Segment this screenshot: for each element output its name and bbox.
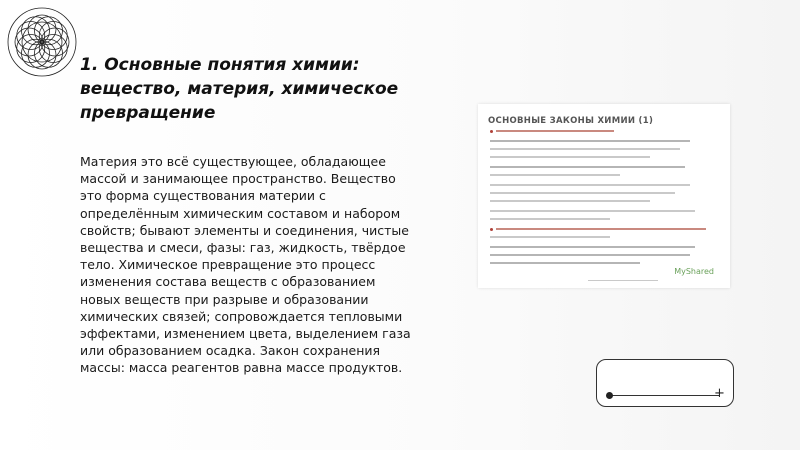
slide-title-line-3: превращение bbox=[80, 103, 216, 123]
thumbnail-text-line bbox=[490, 218, 610, 220]
thumbnail-text-line bbox=[490, 166, 685, 168]
thumbnail-text-line bbox=[490, 254, 690, 256]
thumbnail-bullet bbox=[490, 228, 493, 231]
thumbnail-text-line bbox=[490, 200, 650, 202]
thumbnail-title: ОСНОВНЫЕ ЗАКОНЫ ХИМИИ (1) bbox=[488, 116, 654, 126]
thumbnail-text-line bbox=[490, 210, 695, 212]
slide-thumbnail-image bbox=[478, 104, 730, 288]
thumbnail-text-line bbox=[490, 140, 690, 142]
timeline-widget[interactable] bbox=[596, 359, 734, 407]
thumbnail-brand-logo: MyShared bbox=[674, 267, 714, 276]
thumbnail-text-line bbox=[490, 246, 695, 248]
slide-title-line-1: 1. Основные понятия химии: bbox=[80, 55, 360, 75]
thumbnail-text-line bbox=[490, 156, 650, 158]
timeline-track[interactable] bbox=[609, 395, 719, 396]
thumbnail-text-line bbox=[490, 192, 675, 194]
slide-body-text: Материя это всё существующее, обладающее массой и занимающее пространство. Вещество это форма существования материи с определённым химическим составом и набором свойств; бывают элементы и соединения, чистые вещества и смеси, фазы: газ, жидкость, твёрдое тело. Химическое превращение это процесс изменения состава веществ с образованием новых веществ при разрыве и образовании химических связей; сопровождается тепловыми эффектами, изменением цвета, выделением газа или образованием осадка. Закон сохранения массы: масса реагентов равна массе продуктов. bbox=[80, 154, 411, 376]
thumbnail-bullet bbox=[490, 130, 493, 133]
thumbnail-footer-line bbox=[588, 280, 658, 281]
thumbnail-text-line bbox=[490, 236, 610, 238]
timeline-start-handle[interactable] bbox=[606, 392, 613, 399]
thumbnail-text-line bbox=[490, 174, 620, 176]
thumbnail-text-line bbox=[490, 262, 640, 264]
slide-title-line-2: вещество, материя, химическое bbox=[80, 79, 399, 99]
add-point-icon[interactable]: + bbox=[714, 386, 725, 401]
slide-title bbox=[80, 53, 440, 125]
decorative-rings-logo bbox=[4, 4, 80, 80]
thumbnail-text-line bbox=[496, 130, 614, 132]
thumbnail-text-line bbox=[490, 148, 680, 150]
thumbnail-text-line bbox=[490, 184, 690, 186]
thumbnail-text-line bbox=[496, 228, 706, 230]
